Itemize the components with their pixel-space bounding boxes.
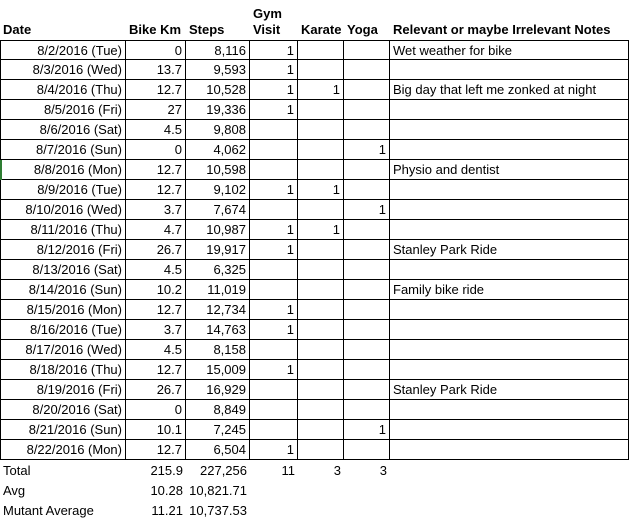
karate-cell[interactable]: [298, 360, 344, 380]
bike-km-cell[interactable]: 0: [126, 40, 186, 60]
gym-visit-cell[interactable]: [250, 380, 298, 400]
steps-cell[interactable]: 9,593: [186, 60, 250, 80]
bike-km-cell[interactable]: 26.7: [126, 380, 186, 400]
yoga-cell[interactable]: [344, 160, 390, 180]
notes-cell[interactable]: [390, 60, 629, 80]
yoga-cell[interactable]: [344, 120, 390, 140]
yoga-cell[interactable]: [344, 360, 390, 380]
date-cell[interactable]: 8/2/2016 (Tue): [0, 40, 126, 60]
date-cell[interactable]: 8/13/2016 (Sat): [0, 260, 126, 280]
date-cell[interactable]: 8/17/2016 (Wed): [0, 340, 126, 360]
date-cell[interactable]: 8/4/2016 (Thu): [0, 80, 126, 100]
karate-cell[interactable]: [298, 400, 344, 420]
karate-cell[interactable]: [298, 120, 344, 140]
notes-cell[interactable]: [390, 400, 629, 420]
gym-visit-cell[interactable]: 1: [250, 180, 298, 200]
karate-cell[interactable]: [298, 100, 344, 120]
steps-cell[interactable]: 10,528: [186, 80, 250, 100]
gym-visit-cell[interactable]: 1: [250, 100, 298, 120]
bike-km-cell[interactable]: 0: [126, 140, 186, 160]
steps-cell[interactable]: 6,325: [186, 260, 250, 280]
notes-cell[interactable]: [390, 300, 629, 320]
karate-cell[interactable]: [298, 260, 344, 280]
yoga-cell[interactable]: [344, 40, 390, 60]
notes-cell[interactable]: [390, 180, 629, 200]
karate-cell[interactable]: [298, 280, 344, 300]
summary-gym-visit[interactable]: 11: [281, 463, 295, 478]
steps-cell[interactable]: 19,917: [186, 240, 250, 260]
notes-cell[interactable]: Family bike ride: [390, 280, 629, 300]
date-cell[interactable]: 8/7/2016 (Sun): [0, 140, 126, 160]
steps-cell[interactable]: 8,849: [186, 400, 250, 420]
notes-cell[interactable]: Stanley Park Ride: [390, 240, 629, 260]
header-notes[interactable]: Relevant or maybe Irrelevant Notes: [393, 22, 611, 37]
steps-cell[interactable]: 8,116: [186, 40, 250, 60]
date-cell[interactable]: 8/16/2016 (Tue): [0, 320, 126, 340]
summary-gym-visit[interactable]: [250, 481, 298, 501]
notes-cell[interactable]: [390, 440, 629, 460]
date-cell[interactable]: 8/9/2016 (Tue): [0, 180, 126, 200]
header-bike-km[interactable]: Bike Km: [129, 22, 182, 37]
bike-km-cell[interactable]: 26.7: [126, 240, 186, 260]
gym-visit-cell[interactable]: 1: [250, 440, 298, 460]
bike-km-cell[interactable]: 10.1: [126, 420, 186, 440]
date-cell[interactable]: 8/19/2016 (Fri): [0, 380, 126, 400]
yoga-cell[interactable]: [344, 80, 390, 100]
header-yoga[interactable]: Yoga: [347, 22, 378, 37]
date-cell[interactable]: 8/11/2016 (Thu): [0, 220, 126, 240]
summary-label[interactable]: Total: [3, 463, 31, 478]
karate-cell[interactable]: [298, 140, 344, 160]
date-cell[interactable]: 8/12/2016 (Fri): [0, 240, 126, 260]
gym-visit-cell[interactable]: [250, 260, 298, 280]
notes-cell[interactable]: [390, 220, 629, 240]
steps-cell[interactable]: 12,734: [186, 300, 250, 320]
steps-cell[interactable]: 10,987: [186, 220, 250, 240]
gym-visit-cell[interactable]: 1: [250, 320, 298, 340]
notes-cell[interactable]: Physio and dentist: [390, 160, 629, 180]
active-row-marker: [0, 160, 2, 180]
gym-visit-cell[interactable]: 1: [250, 220, 298, 240]
bike-km-cell[interactable]: 4.7: [126, 220, 186, 240]
karate-cell[interactable]: [298, 160, 344, 180]
notes-cell[interactable]: [390, 260, 629, 280]
summary-karate[interactable]: 3: [333, 463, 341, 478]
bike-km-cell[interactable]: 4.5: [126, 260, 186, 280]
summary-label[interactable]: Mutant Average: [3, 503, 94, 518]
gym-visit-cell[interactable]: [250, 200, 298, 220]
karate-cell[interactable]: 1: [298, 180, 344, 200]
bike-km-cell[interactable]: 12.7: [126, 160, 186, 180]
steps-cell[interactable]: 11,019: [186, 280, 250, 300]
yoga-cell[interactable]: [344, 400, 390, 420]
summary-gym-visit[interactable]: [250, 501, 298, 521]
notes-cell[interactable]: [390, 120, 629, 140]
summary-karate[interactable]: [298, 501, 344, 521]
header-gym-top[interactable]: Gym: [253, 6, 282, 21]
bike-km-cell[interactable]: 12.7: [126, 180, 186, 200]
karate-cell[interactable]: [298, 200, 344, 220]
date-cell[interactable]: 8/20/2016 (Sat): [0, 400, 126, 420]
bike-km-cell[interactable]: 3.7: [126, 200, 186, 220]
steps-cell[interactable]: 4,062: [186, 140, 250, 160]
yoga-cell[interactable]: [344, 300, 390, 320]
yoga-cell[interactable]: 1: [344, 200, 390, 220]
karate-cell[interactable]: 1: [298, 220, 344, 240]
yoga-cell[interactable]: [344, 260, 390, 280]
karate-cell[interactable]: [298, 320, 344, 340]
notes-cell[interactable]: [390, 420, 629, 440]
karate-cell[interactable]: [298, 240, 344, 260]
gym-visit-cell[interactable]: 1: [250, 80, 298, 100]
gym-visit-cell[interactable]: [250, 340, 298, 360]
gym-visit-cell[interactable]: 1: [250, 60, 298, 80]
notes-cell[interactable]: [390, 140, 629, 160]
notes-cell[interactable]: [390, 100, 629, 120]
gym-visit-cell[interactable]: [250, 160, 298, 180]
notes-cell[interactable]: [390, 200, 629, 220]
karate-cell[interactable]: [298, 380, 344, 400]
bike-km-cell[interactable]: 12.7: [126, 300, 186, 320]
summary-steps[interactable]: 10,821.71: [189, 483, 247, 498]
bike-km-cell[interactable]: 12.7: [126, 360, 186, 380]
date-cell[interactable]: 8/22/2016 (Mon): [0, 440, 126, 460]
steps-cell[interactable]: 7,674: [186, 200, 250, 220]
steps-cell[interactable]: 8,158: [186, 340, 250, 360]
bike-km-cell[interactable]: 27: [126, 100, 186, 120]
summary-yoga[interactable]: [344, 501, 390, 521]
gym-visit-cell[interactable]: 1: [250, 300, 298, 320]
steps-cell[interactable]: 15,009: [186, 360, 250, 380]
gym-visit-cell[interactable]: 1: [250, 40, 298, 60]
date-cell[interactable]: 8/6/2016 (Sat): [0, 120, 126, 140]
karate-cell[interactable]: [298, 340, 344, 360]
yoga-cell[interactable]: [344, 280, 390, 300]
header-gym-bottom[interactable]: Visit: [253, 22, 281, 37]
bike-km-cell[interactable]: 13.7: [126, 60, 186, 80]
notes-cell[interactable]: Big day that left me zonked at night: [390, 80, 629, 100]
bike-km-cell[interactable]: 3.7: [126, 320, 186, 340]
karate-cell[interactable]: [298, 300, 344, 320]
karate-cell[interactable]: [298, 60, 344, 80]
bike-km-cell[interactable]: 4.5: [126, 340, 186, 360]
date-cell[interactable]: 8/10/2016 (Wed): [0, 200, 126, 220]
steps-cell[interactable]: 6,504: [186, 440, 250, 460]
summary-bike-km[interactable]: 215.9: [150, 463, 183, 478]
yoga-cell[interactable]: [344, 340, 390, 360]
bike-km-cell[interactable]: 4.5: [126, 120, 186, 140]
header-steps[interactable]: Steps: [189, 22, 225, 37]
bike-km-cell[interactable]: 10.2: [126, 280, 186, 300]
steps-cell[interactable]: 10,598: [186, 160, 250, 180]
summary-yoga[interactable]: 3: [379, 463, 387, 478]
date-cell[interactable]: 8/14/2016 (Sun): [0, 280, 126, 300]
gym-visit-cell[interactable]: [250, 420, 298, 440]
gym-visit-cell[interactable]: 1: [250, 240, 298, 260]
steps-cell[interactable]: 19,336: [186, 100, 250, 120]
notes-cell[interactable]: Wet weather for bike: [390, 40, 629, 60]
notes-cell[interactable]: [390, 320, 629, 340]
yoga-cell[interactable]: [344, 100, 390, 120]
date-cell[interactable]: 8/21/2016 (Sun): [0, 420, 126, 440]
bike-km-cell[interactable]: 0: [126, 400, 186, 420]
yoga-cell[interactable]: [344, 180, 390, 200]
yoga-cell[interactable]: [344, 220, 390, 240]
karate-cell[interactable]: 1: [298, 80, 344, 100]
date-cell[interactable]: 8/5/2016 (Fri): [0, 100, 126, 120]
karate-cell[interactable]: [298, 440, 344, 460]
yoga-cell[interactable]: 1: [344, 420, 390, 440]
yoga-cell[interactable]: [344, 320, 390, 340]
gym-visit-cell[interactable]: [250, 400, 298, 420]
bike-km-cell[interactable]: 12.7: [126, 440, 186, 460]
steps-cell[interactable]: 7,245: [186, 420, 250, 440]
summary-karate[interactable]: [298, 481, 344, 501]
header-karate[interactable]: Karate: [301, 22, 342, 37]
gym-visit-cell[interactable]: 1: [250, 360, 298, 380]
steps-cell[interactable]: 9,808: [186, 120, 250, 140]
steps-cell[interactable]: 16,929: [186, 380, 250, 400]
bike-km-cell[interactable]: 12.7: [126, 80, 186, 100]
gym-visit-cell[interactable]: [250, 280, 298, 300]
yoga-cell[interactable]: 1: [344, 140, 390, 160]
notes-cell[interactable]: Stanley Park Ride: [390, 380, 629, 400]
summary-label[interactable]: Avg: [3, 483, 26, 498]
karate-cell[interactable]: [298, 420, 344, 440]
yoga-cell[interactable]: [344, 240, 390, 260]
gym-visit-cell[interactable]: [250, 120, 298, 140]
summary-yoga[interactable]: [344, 481, 390, 501]
steps-cell[interactable]: 9,102: [186, 180, 250, 200]
summary-steps[interactable]: 227,256: [200, 463, 247, 478]
summary-steps[interactable]: 10,737.53: [189, 503, 247, 518]
summary-bike-km[interactable]: 11.21: [151, 503, 183, 518]
date-cell[interactable]: 8/3/2016 (Wed): [0, 60, 126, 80]
karate-cell[interactable]: [298, 40, 344, 60]
notes-cell[interactable]: [390, 360, 629, 380]
notes-cell[interactable]: [390, 340, 629, 360]
date-cell[interactable]: 8/18/2016 (Thu): [0, 360, 126, 380]
summary-bike-km[interactable]: 10.28: [150, 483, 183, 498]
yoga-cell[interactable]: [344, 380, 390, 400]
date-cell[interactable]: 8/15/2016 (Mon): [0, 300, 126, 320]
yoga-cell[interactable]: [344, 440, 390, 460]
date-cell[interactable]: 8/8/2016 (Mon): [0, 160, 126, 180]
steps-cell[interactable]: 14,763: [186, 320, 250, 340]
header-date[interactable]: Date: [3, 22, 32, 37]
yoga-cell[interactable]: [344, 60, 390, 80]
gym-visit-cell[interactable]: [250, 140, 298, 160]
